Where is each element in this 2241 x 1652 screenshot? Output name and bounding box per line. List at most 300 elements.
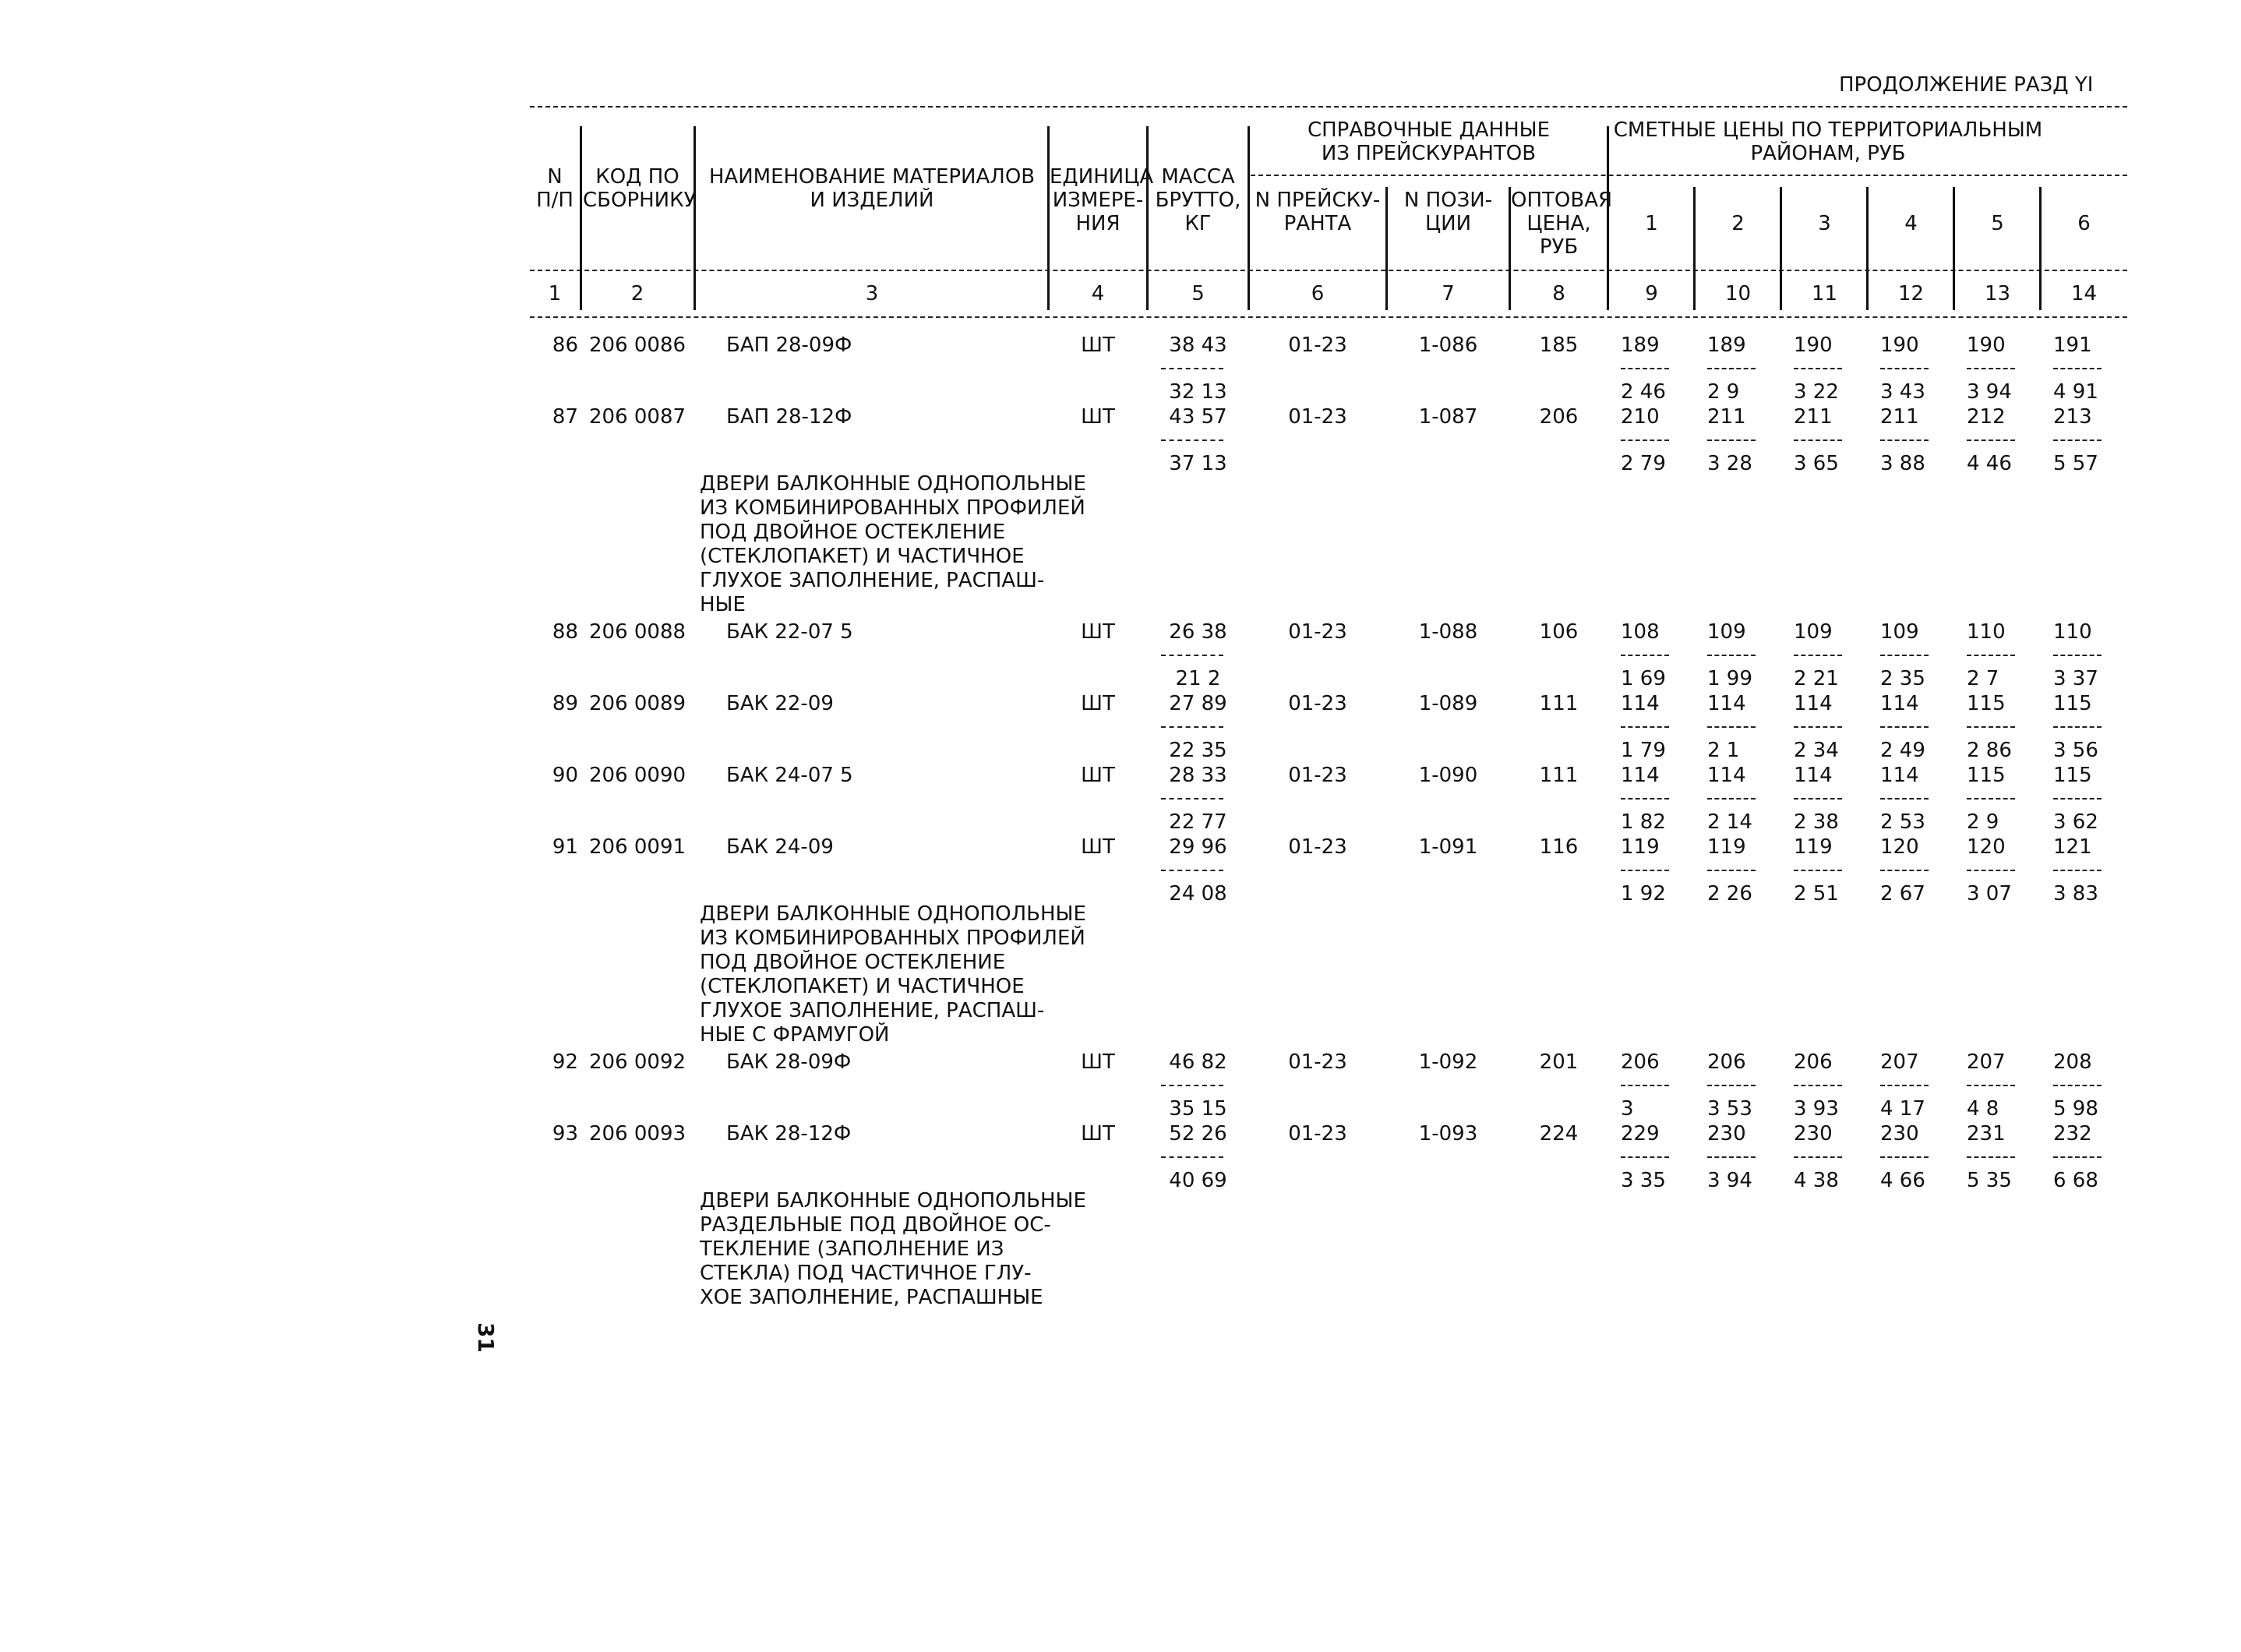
row-pos: 1-092 xyxy=(1418,1050,1478,1074)
row-mass: 52 26 xyxy=(1169,1122,1227,1145)
row-region-secondary: 2 1 xyxy=(1707,739,1740,762)
region-separator xyxy=(1967,368,2015,369)
row-mass-secondary: 35 15 xyxy=(1169,1097,1227,1121)
region-separator xyxy=(1707,1156,1756,1158)
row-mass: 29 96 xyxy=(1169,835,1227,859)
row-region-price: 206 xyxy=(1621,1050,1660,1074)
row-name: БАК 28-12Ф xyxy=(726,1122,852,1145)
row-mass: 26 38 xyxy=(1169,620,1227,644)
row-region-secondary: 3 94 xyxy=(1707,1169,1752,1192)
mass-separator xyxy=(1161,870,1223,871)
row-region-secondary: 2 86 xyxy=(1967,739,2012,762)
note-line: ПОД ДВОЙНОЕ ОСТЕКЛЕНИЕ xyxy=(700,951,1006,974)
row-region-price: 109 xyxy=(1707,620,1746,644)
row-region-price: 206 xyxy=(1707,1050,1746,1074)
region-separator xyxy=(1880,1156,1929,1158)
row-region-secondary: 3 28 xyxy=(1707,452,1752,475)
note-line: ИЗ КОМБИНИРОВАННЫХ ПРОФИЛЕЙ xyxy=(700,496,1085,520)
row-region-price: 119 xyxy=(1707,835,1746,859)
row-region-price: 189 xyxy=(1621,334,1660,357)
region-separator xyxy=(2053,1156,2102,1158)
col-sep xyxy=(1607,126,1609,310)
region-separator xyxy=(1794,1085,1842,1086)
row-pos: 1-089 xyxy=(1418,692,1478,715)
row-region-price: 114 xyxy=(1794,692,1833,715)
header-region-2: 2 xyxy=(1731,212,1745,235)
region-separator xyxy=(1794,1156,1842,1158)
region-separator xyxy=(1880,870,1929,871)
region-separator xyxy=(1794,726,1842,728)
row-region-secondary: 1 92 xyxy=(1621,882,1666,905)
row-pos: 1-093 xyxy=(1418,1122,1478,1145)
header-pricelist-1: N ПРЕЙСКУ- xyxy=(1255,189,1381,212)
continuation-caption: ПРОДОЛЖЕНИЕ РАЗД YI xyxy=(1839,73,2094,97)
row-region-price: 114 xyxy=(1707,692,1746,715)
group-sub-rule xyxy=(1251,175,2127,176)
row-region-price: 229 xyxy=(1621,1122,1660,1145)
header-wholesale-2: ЦЕНА, xyxy=(1526,212,1591,235)
colnum-13: 13 xyxy=(1984,282,2011,305)
colnum-6: 6 xyxy=(1311,282,1325,305)
region-separator xyxy=(1967,798,2015,800)
row-unit: ШТ xyxy=(1081,835,1115,859)
row-code: 206 0088 xyxy=(589,620,686,644)
row-unit: ШТ xyxy=(1081,692,1115,715)
colnum-11: 11 xyxy=(1811,282,1838,305)
row-region-price: 114 xyxy=(1621,692,1660,715)
row-pk: 01-23 xyxy=(1288,1122,1347,1145)
row-np: 88 xyxy=(552,620,578,644)
header-reference-group-1: СПРАВОЧНЫЕ ДАННЫЕ xyxy=(1307,118,1551,142)
region-separator xyxy=(1621,870,1669,871)
region-separator xyxy=(1794,368,1842,369)
row-region-price: 210 xyxy=(1621,405,1660,429)
row-region-secondary: 5 98 xyxy=(2053,1097,2098,1121)
row-name: БАП 28-12Ф xyxy=(726,405,852,429)
colnum-5: 5 xyxy=(1191,282,1205,305)
region-separator xyxy=(1880,726,1929,728)
row-mass-secondary: 22 77 xyxy=(1169,810,1227,834)
row-region-price: 207 xyxy=(1967,1050,2006,1074)
region-separator xyxy=(1621,439,1669,441)
row-region-price: 190 xyxy=(1967,334,2006,357)
row-pos: 1-087 xyxy=(1418,405,1478,429)
row-region-price: 213 xyxy=(2053,405,2092,429)
row-mass: 46 82 xyxy=(1169,1050,1227,1074)
row-region-price: 115 xyxy=(1967,764,2006,787)
row-name: БАК 22-07 5 xyxy=(726,620,853,644)
row-region-price: 120 xyxy=(1967,835,2006,859)
header-region-3: 3 xyxy=(1818,212,1831,235)
row-code: 206 0093 xyxy=(589,1122,686,1145)
note-line: ИЗ КОМБИНИРОВАННЫХ ПРОФИЛЕЙ xyxy=(700,927,1085,950)
row-region-secondary: 2 14 xyxy=(1707,810,1752,834)
region-separator xyxy=(1707,870,1756,871)
row-region-secondary: 2 49 xyxy=(1880,739,1925,762)
note-line: НЫЕ С ФРАМУГОЙ xyxy=(700,1023,890,1047)
note-line: НЫЕ xyxy=(700,593,746,616)
row-price: 206 xyxy=(1539,405,1579,429)
row-mass: 27 89 xyxy=(1169,692,1227,715)
region-separator xyxy=(1621,726,1669,728)
header-unit-2: ИЗМЕРЕ- xyxy=(1052,189,1144,212)
row-price: 185 xyxy=(1539,334,1579,357)
row-name: БАК 24-09 xyxy=(726,835,834,859)
row-mass-secondary: 24 08 xyxy=(1169,882,1227,905)
header-region-1: 1 xyxy=(1645,212,1658,235)
row-name: БАК 22-09 xyxy=(726,692,834,715)
row-pos: 1-086 xyxy=(1418,334,1478,357)
region-separator xyxy=(1794,655,1842,656)
row-region-price: 207 xyxy=(1880,1050,1919,1074)
header-pricelist-2: РАНТА xyxy=(1283,212,1352,235)
row-pk: 01-23 xyxy=(1288,835,1347,859)
region-separator xyxy=(2053,798,2102,800)
row-region-secondary: 2 9 xyxy=(1967,810,1999,834)
row-region-price: 114 xyxy=(1880,692,1919,715)
header-region-4: 4 xyxy=(1904,212,1918,235)
note-line: ДВЕРИ БАЛКОННЫЕ ОДНОПОЛЬНЫЕ xyxy=(700,472,1086,496)
note-line: ДВЕРИ БАЛКОННЫЕ ОДНОПОЛЬНЫЕ xyxy=(700,902,1086,926)
row-region-secondary: 3 56 xyxy=(2053,739,2098,762)
region-separator xyxy=(1621,1156,1669,1158)
colnum-14: 14 xyxy=(2070,282,2098,305)
row-region-secondary: 4 46 xyxy=(1967,452,2012,475)
row-np: 86 xyxy=(552,334,578,357)
region-separator xyxy=(1967,870,2015,871)
region-separator xyxy=(1621,1085,1669,1086)
row-region-secondary: 6 68 xyxy=(2053,1169,2098,1192)
row-price: 111 xyxy=(1539,764,1579,787)
region-separator xyxy=(1967,1085,2015,1086)
row-region-price: 190 xyxy=(1794,334,1833,357)
mass-separator xyxy=(1161,439,1223,441)
row-price: 116 xyxy=(1539,835,1579,859)
header-mass-2: БРУТТО, xyxy=(1155,189,1241,212)
row-region-price: 115 xyxy=(2053,764,2092,787)
note-line: (СТЕКЛОПАКЕТ) И ЧАСТИЧНОЕ xyxy=(700,975,1025,998)
col-sep xyxy=(1693,187,1696,310)
colnum-12: 12 xyxy=(1897,282,1925,305)
row-mass-secondary: 37 13 xyxy=(1169,452,1227,475)
row-np: 93 xyxy=(552,1122,578,1145)
header-code-1: КОД ПО xyxy=(595,165,679,189)
row-region-secondary: 2 46 xyxy=(1621,380,1666,404)
group-note-1 xyxy=(700,472,1086,617)
header-mass-1: МАССА xyxy=(1161,165,1235,189)
row-mass-secondary: 21 2 xyxy=(1175,667,1221,690)
row-region-secondary: 2 35 xyxy=(1880,667,1925,690)
row-region-secondary: 3 xyxy=(1621,1097,1634,1121)
row-code: 206 0086 xyxy=(589,334,686,357)
note-line: РАЗДЕЛЬНЫЕ ПОД ДВОЙНОЕ ОС- xyxy=(700,1213,1051,1237)
group-note-2 xyxy=(700,902,1086,1047)
row-region-secondary: 3 53 xyxy=(1707,1097,1752,1121)
row-code: 206 0092 xyxy=(589,1050,686,1074)
row-mass: 28 33 xyxy=(1169,764,1227,787)
header-price-group-1: СМЕТНЫЕ ЦЕНЫ ПО ТЕРРИТОРИАЛЬНЫМ xyxy=(1613,118,2043,142)
row-mass-secondary: 22 35 xyxy=(1169,739,1227,762)
region-separator xyxy=(1967,655,2015,656)
region-separator xyxy=(1621,655,1669,656)
header-name-1: НАИМЕНОВАНИЕ МАТЕРИАЛОВ xyxy=(708,165,1036,189)
row-mass: 38 43 xyxy=(1169,334,1227,357)
mass-separator xyxy=(1161,655,1223,656)
region-separator xyxy=(1880,368,1929,369)
row-np: 92 xyxy=(552,1050,578,1074)
mass-separator xyxy=(1161,1085,1223,1086)
row-region-secondary: 3 65 xyxy=(1794,452,1839,475)
colnum-1: 1 xyxy=(548,282,562,305)
mass-separator xyxy=(1161,726,1223,728)
header-region-5: 5 xyxy=(1991,212,2004,235)
row-region-secondary: 3 35 xyxy=(1621,1169,1666,1192)
row-region-secondary: 4 66 xyxy=(1880,1169,1925,1192)
numbers-bottom-rule xyxy=(530,316,2127,318)
row-unit: ШТ xyxy=(1081,1050,1115,1074)
row-mass-secondary: 40 69 xyxy=(1169,1169,1227,1192)
row-region-price: 115 xyxy=(2053,692,2092,715)
region-separator xyxy=(2053,655,2102,656)
row-unit: ШТ xyxy=(1081,620,1115,644)
row-code: 206 0090 xyxy=(589,764,686,787)
row-region-secondary: 3 43 xyxy=(1880,380,1925,404)
row-region-secondary: 1 99 xyxy=(1707,667,1752,690)
row-region-secondary: 2 79 xyxy=(1621,452,1666,475)
row-region-secondary: 3 22 xyxy=(1794,380,1839,404)
row-region-secondary: 4 17 xyxy=(1880,1097,1925,1121)
row-region-secondary: 2 51 xyxy=(1794,882,1839,905)
row-code: 206 0087 xyxy=(589,405,686,429)
header-position-1: N ПОЗИ- xyxy=(1403,189,1493,212)
row-region-price: 212 xyxy=(1967,405,2006,429)
row-pk: 01-23 xyxy=(1288,1050,1347,1074)
region-separator xyxy=(1707,655,1756,656)
region-separator xyxy=(1794,439,1842,441)
row-price: 106 xyxy=(1539,620,1579,644)
row-region-secondary: 2 34 xyxy=(1794,739,1839,762)
row-region-secondary: 1 82 xyxy=(1621,810,1666,834)
row-region-price: 114 xyxy=(1707,764,1746,787)
note-line: СТЕКЛА) ПОД ЧАСТИЧНОЕ ГЛУ- xyxy=(700,1262,1032,1285)
colnum-10: 10 xyxy=(1724,282,1752,305)
row-region-secondary: 4 8 xyxy=(1967,1097,1999,1121)
row-region-price: 110 xyxy=(1967,620,2006,644)
col-sep xyxy=(1780,187,1782,310)
row-pos: 1-090 xyxy=(1418,764,1478,787)
row-region-price: 109 xyxy=(1794,620,1833,644)
row-mass: 43 57 xyxy=(1169,405,1227,429)
row-region-price: 114 xyxy=(1794,764,1833,787)
mass-separator xyxy=(1161,368,1223,369)
row-region-secondary: 3 83 xyxy=(2053,882,2098,905)
note-line: (СТЕКЛОПАКЕТ) И ЧАСТИЧНОЕ xyxy=(700,545,1025,568)
row-region-secondary: 5 57 xyxy=(2053,452,2098,475)
row-price: 201 xyxy=(1539,1050,1579,1074)
region-separator xyxy=(1621,798,1669,800)
region-separator xyxy=(1967,439,2015,441)
header-wholesale-3: РУБ xyxy=(1539,235,1579,259)
region-separator xyxy=(1707,368,1756,369)
row-price: 224 xyxy=(1539,1122,1579,1145)
row-region-secondary: 5 35 xyxy=(1967,1169,2012,1192)
row-region-price: 120 xyxy=(1880,835,1919,859)
colnum-2: 2 xyxy=(630,282,644,305)
row-name: БАК 24-07 5 xyxy=(726,764,853,787)
row-region-secondary: 1 69 xyxy=(1621,667,1666,690)
row-pk: 01-23 xyxy=(1288,334,1347,357)
colnum-3: 3 xyxy=(865,282,879,305)
row-region-price: 190 xyxy=(1880,334,1919,357)
row-region-secondary: 4 91 xyxy=(2053,380,2098,404)
row-price: 111 xyxy=(1539,692,1579,715)
row-region-secondary: 4 38 xyxy=(1794,1169,1839,1192)
colnum-4: 4 xyxy=(1091,282,1105,305)
row-region-secondary: 3 62 xyxy=(2053,810,2098,834)
header-bottom-rule xyxy=(530,270,2127,271)
row-region-price: 121 xyxy=(2053,835,2092,859)
row-region-price: 208 xyxy=(2053,1050,2092,1074)
row-np: 89 xyxy=(552,692,578,715)
row-region-secondary: 3 93 xyxy=(1794,1097,1839,1121)
colnum-7: 7 xyxy=(1442,282,1455,305)
row-region-price: 230 xyxy=(1707,1122,1746,1145)
row-region-price: 108 xyxy=(1621,620,1660,644)
header-mass-3: КГ xyxy=(1184,212,1212,235)
table-top-rule xyxy=(530,106,2127,108)
row-region-secondary: 3 37 xyxy=(2053,667,2098,690)
region-separator xyxy=(1794,798,1842,800)
row-region-price: 232 xyxy=(2053,1122,2092,1145)
region-separator xyxy=(1967,726,2015,728)
row-region-secondary: 1 79 xyxy=(1621,739,1666,762)
header-unit-3: НИЯ xyxy=(1075,212,1120,235)
note-line: ПОД ДВОЙНОЕ ОСТЕКЛЕНИЕ xyxy=(700,521,1006,544)
note-line: ДВЕРИ БАЛКОННЫЕ ОДНОПОЛЬНЫЕ xyxy=(700,1189,1086,1213)
region-separator xyxy=(1707,726,1756,728)
col-sep xyxy=(1866,187,1869,310)
row-region-price: 189 xyxy=(1707,334,1746,357)
region-separator xyxy=(1967,1156,2015,1158)
region-separator xyxy=(2053,870,2102,871)
row-code: 206 0089 xyxy=(589,692,686,715)
col-sep xyxy=(580,126,582,310)
region-separator xyxy=(1707,1085,1756,1086)
row-pk: 01-23 xyxy=(1288,692,1347,715)
region-separator xyxy=(1880,439,1929,441)
colnum-8: 8 xyxy=(1552,282,1565,305)
region-separator xyxy=(1880,798,1929,800)
row-unit: ШТ xyxy=(1081,1122,1115,1145)
row-region-price: 110 xyxy=(2053,620,2092,644)
row-unit: ШТ xyxy=(1081,405,1115,429)
region-separator xyxy=(1880,655,1929,656)
row-name: БАП 28-09Ф xyxy=(726,334,852,357)
row-region-secondary: 3 07 xyxy=(1967,882,2012,905)
header-position-2: ЦИИ xyxy=(1424,212,1472,235)
region-separator xyxy=(1707,439,1756,441)
row-np: 91 xyxy=(552,835,578,859)
row-region-price: 206 xyxy=(1794,1050,1833,1074)
row-unit: ШТ xyxy=(1081,764,1115,787)
row-region-price: 114 xyxy=(1621,764,1660,787)
row-region-price: 230 xyxy=(1794,1122,1833,1145)
row-pk: 01-23 xyxy=(1288,620,1347,644)
row-region-price: 191 xyxy=(2053,334,2092,357)
region-separator xyxy=(1880,1085,1929,1086)
note-line: ТЕКЛЕНИЕ (ЗАПОЛНЕНИЕ ИЗ xyxy=(700,1237,1004,1261)
header-np-2: П/П xyxy=(536,189,573,212)
header-price-group-2: РАЙОНАМ, РУБ xyxy=(1750,142,1906,165)
col-sep xyxy=(693,126,696,310)
row-pk: 01-23 xyxy=(1288,405,1347,429)
col-sep xyxy=(1953,187,1955,310)
row-np: 90 xyxy=(552,764,578,787)
row-pos: 1-091 xyxy=(1418,835,1478,859)
row-region-price: 211 xyxy=(1880,405,1919,429)
header-reference-group-2: ИЗ ПРЕЙСКУРАНТОВ xyxy=(1321,142,1537,165)
mass-separator xyxy=(1161,1156,1223,1158)
row-unit: ШТ xyxy=(1081,334,1115,357)
row-region-secondary: 3 94 xyxy=(1967,380,2012,404)
header-unit-1: ЕДИНИЦА xyxy=(1050,165,1154,189)
row-region-secondary: 2 53 xyxy=(1880,810,1925,834)
row-region-secondary: 3 88 xyxy=(1880,452,1925,475)
row-name: БАК 28-09Ф xyxy=(726,1050,852,1074)
region-separator xyxy=(2053,726,2102,728)
group-note-3 xyxy=(700,1189,1086,1310)
region-separator xyxy=(2053,439,2102,441)
row-region-price: 231 xyxy=(1967,1122,2006,1145)
row-region-secondary: 2 67 xyxy=(1880,882,1925,905)
row-region-secondary: 2 7 xyxy=(1967,667,1999,690)
header-code-2: СБОРНИКУ xyxy=(583,189,697,212)
colnum-9: 9 xyxy=(1645,282,1658,305)
note-line: ГЛУХОЕ ЗАПОЛНЕНИЕ, РАСПАШ- xyxy=(700,999,1045,1022)
header-region-6: 6 xyxy=(2077,212,2091,235)
col-sep xyxy=(2039,187,2042,310)
region-separator xyxy=(2053,368,2102,369)
row-region-secondary: 2 38 xyxy=(1794,810,1839,834)
row-code: 206 0091 xyxy=(589,835,686,859)
row-region-price: 211 xyxy=(1707,405,1746,429)
header-np-1: N xyxy=(547,165,563,189)
row-region-secondary: 2 26 xyxy=(1707,882,1752,905)
header-wholesale-1: ОПТОВАЯ xyxy=(1511,189,1613,212)
row-region-price: 109 xyxy=(1880,620,1919,644)
region-separator xyxy=(1794,870,1842,871)
row-region-price: 119 xyxy=(1621,835,1660,859)
row-region-secondary: 2 21 xyxy=(1794,667,1839,690)
note-line: ГЛУХОЕ ЗАПОЛНЕНИЕ, РАСПАШ- xyxy=(700,569,1045,592)
region-separator xyxy=(1707,798,1756,800)
page-number: 31 xyxy=(472,1322,499,1353)
row-pos: 1-088 xyxy=(1418,620,1478,644)
row-region-price: 114 xyxy=(1880,764,1919,787)
region-separator xyxy=(2053,1085,2102,1086)
region-separator xyxy=(1621,368,1669,369)
note-line: ХОЕ ЗАПОЛНЕНИЕ, РАСПАШНЫЕ xyxy=(700,1286,1043,1309)
row-mass-secondary: 32 13 xyxy=(1169,380,1227,404)
header-name-2: И ИЗДЕЛИЙ xyxy=(810,189,934,212)
row-region-price: 119 xyxy=(1794,835,1833,859)
row-region-secondary: 2 9 xyxy=(1707,380,1740,404)
row-pk: 01-23 xyxy=(1288,764,1347,787)
row-np: 87 xyxy=(552,405,578,429)
row-region-price: 230 xyxy=(1880,1122,1919,1145)
row-region-price: 115 xyxy=(1967,692,2006,715)
mass-separator xyxy=(1161,798,1223,800)
